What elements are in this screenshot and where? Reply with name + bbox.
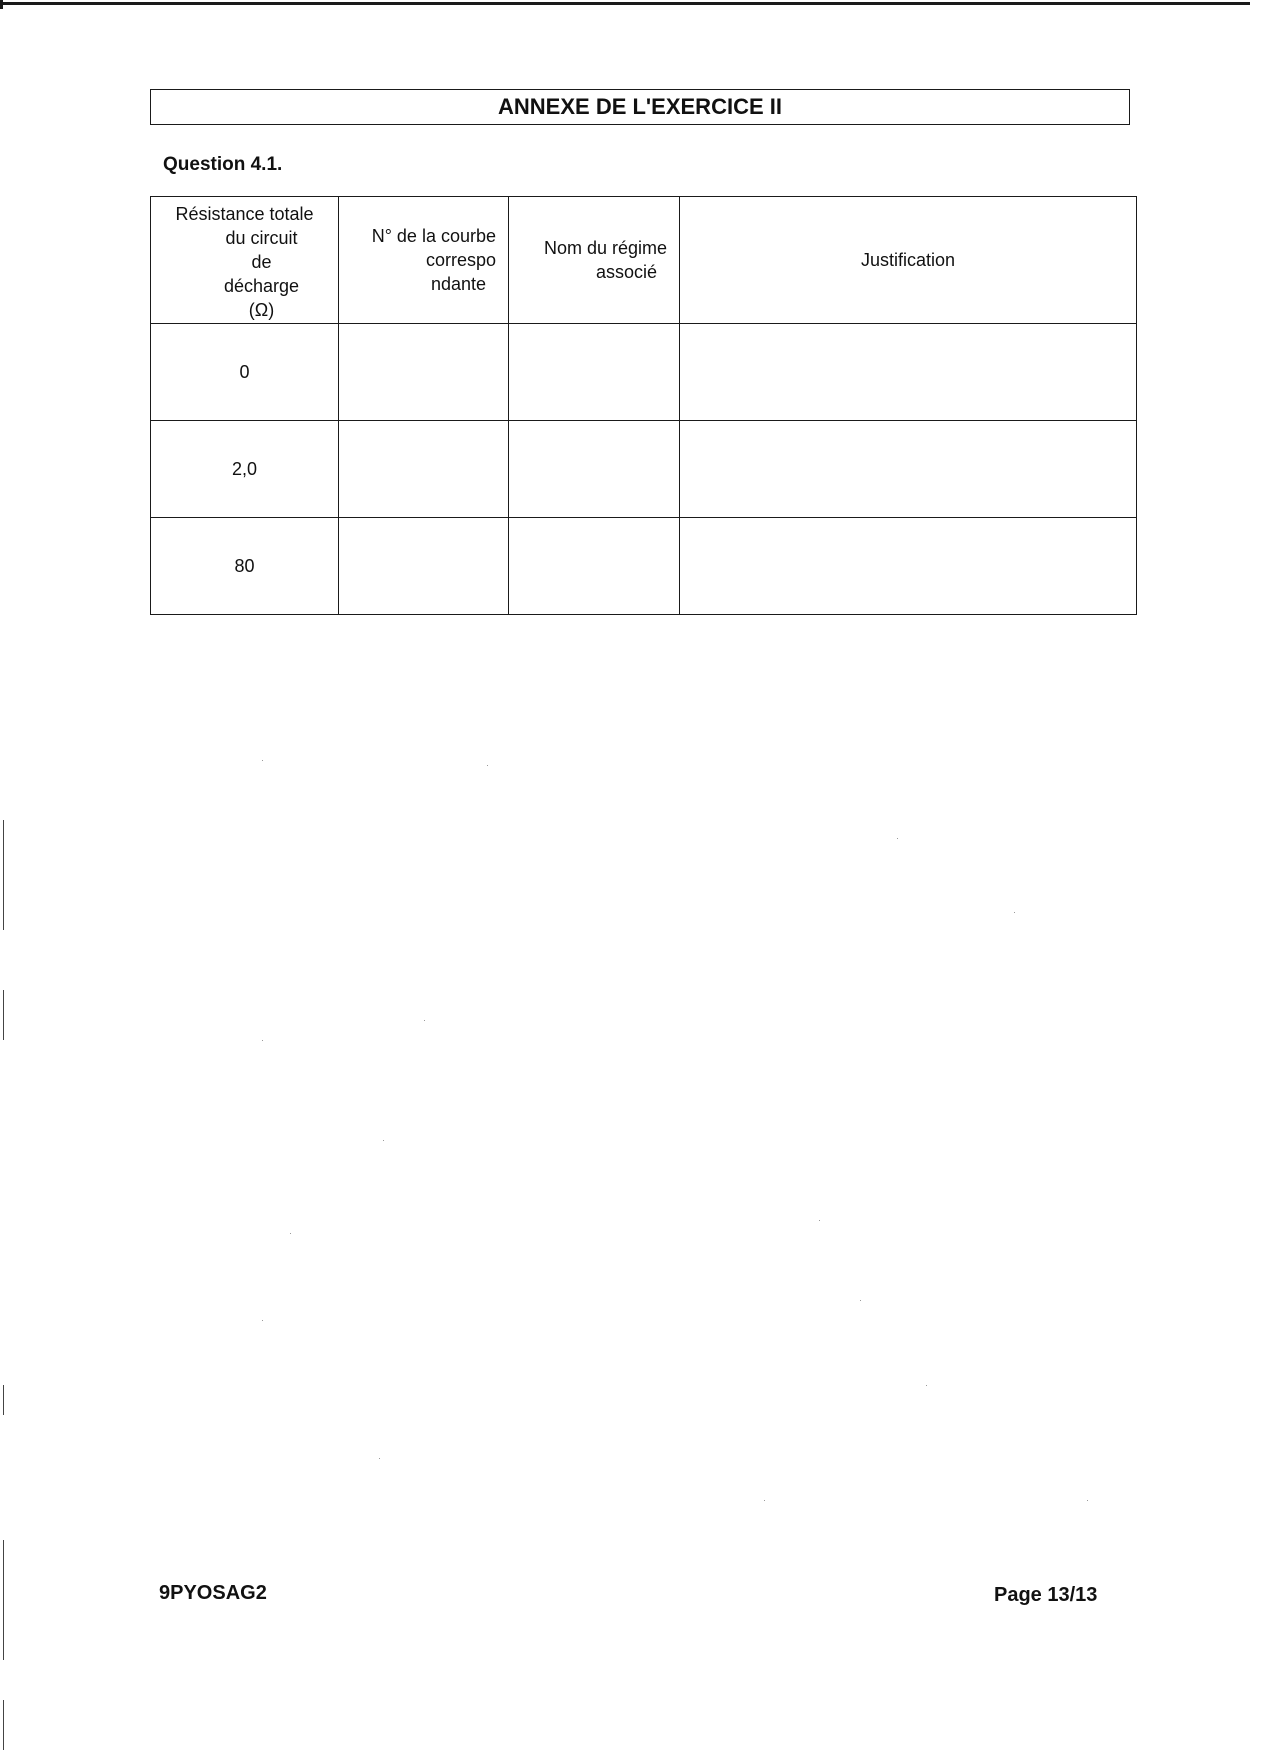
scan-speck <box>487 765 488 766</box>
header-justification: Justification <box>680 197 1137 324</box>
header-resistance-unit: (Ω) <box>248 300 275 320</box>
header-curve-line: ndante <box>430 274 486 294</box>
scan-speck <box>379 1458 380 1459</box>
table-row <box>151 518 1137 615</box>
header-curve-line: N° de la courbe <box>371 226 496 246</box>
cell-regime-name[interactable] <box>509 324 680 421</box>
footer-page-number: Page 13/13 <box>994 1584 1098 1606</box>
footer-document-code: 9PYOSAG2 <box>159 1582 267 1604</box>
scan-speck <box>819 1220 820 1221</box>
header-curve-number <box>339 197 509 324</box>
scan-speck <box>262 1040 263 1041</box>
header-regime-line: Nom du régime <box>543 238 667 258</box>
table-row <box>151 421 1137 518</box>
cell-resistance: 80 <box>151 518 339 615</box>
annex-title: ANNEXE DE L'EXERCICE II <box>150 89 1130 125</box>
cell-curve-number[interactable] <box>339 324 509 421</box>
header-regime-line: associé <box>595 262 657 282</box>
top-border-corner <box>0 0 3 9</box>
top-border-rule <box>0 2 1250 5</box>
scan-margin-mark <box>3 820 4 930</box>
header-resistance-line: du circuit <box>225 228 298 248</box>
scan-speck <box>262 1320 263 1321</box>
scan-speck <box>424 1020 425 1021</box>
scan-speck <box>1014 912 1015 913</box>
table-header-row <box>151 197 1137 324</box>
header-regime-name <box>509 197 680 324</box>
cell-justification[interactable] <box>680 518 1137 615</box>
scan-speck <box>860 1300 861 1301</box>
scan-speck <box>1087 1500 1088 1501</box>
scan-margin-mark <box>3 1385 4 1415</box>
scan-margin-mark <box>3 990 4 1040</box>
cell-resistance: 2,0 <box>151 421 339 518</box>
cell-resistance: 0 <box>151 324 339 421</box>
header-resistance-line: Résistance totale <box>175 204 314 224</box>
scan-speck <box>290 1233 291 1234</box>
scan-speck <box>262 760 263 761</box>
scan-margin-mark <box>3 1700 4 1750</box>
cell-curve-number[interactable] <box>339 421 509 518</box>
header-resistance <box>151 197 339 324</box>
answer-table <box>150 196 1137 615</box>
header-curve-line: correspo <box>425 250 496 270</box>
question-label: Question 4.1. <box>163 154 283 175</box>
scan-speck <box>383 1140 384 1141</box>
scan-speck <box>926 1385 927 1386</box>
cell-justification[interactable] <box>680 421 1137 518</box>
table-row <box>151 324 1137 421</box>
header-resistance-line: de <box>251 252 272 272</box>
scan-speck <box>897 838 898 839</box>
cell-regime-name[interactable] <box>509 518 680 615</box>
scan-speck <box>764 1500 765 1501</box>
header-resistance-line: décharge <box>223 276 300 296</box>
cell-justification[interactable] <box>680 324 1137 421</box>
cell-curve-number[interactable] <box>339 518 509 615</box>
scan-margin-mark <box>3 1540 4 1660</box>
cell-regime-name[interactable] <box>509 421 680 518</box>
